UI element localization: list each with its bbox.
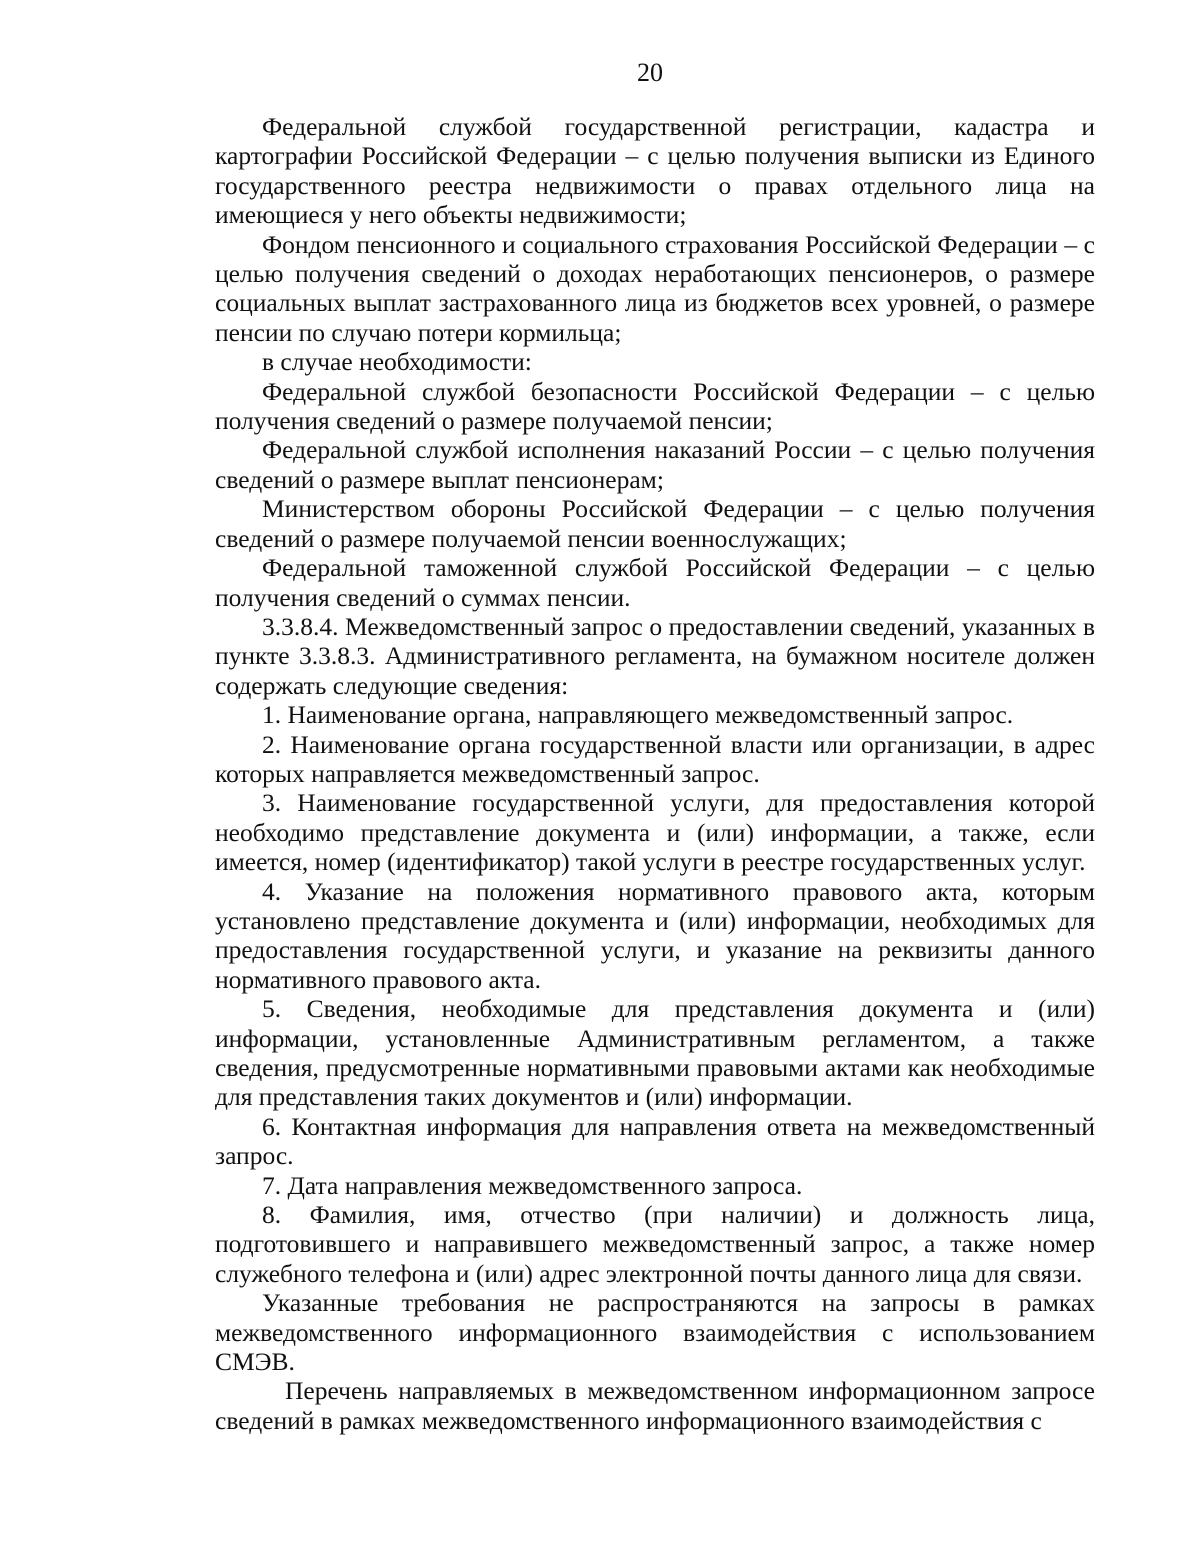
- list-item-7: 7. Дата направления межведомственного запроса.: [262, 1170, 803, 1200]
- list-item-6: 6. Контактная информация для направления ответа на межведомственный запрос.: [215, 1111, 1095, 1171]
- document-body: [215, 112, 1095, 1435]
- list-item-5: 5. Сведения, необходимые для представления документа и (или) информации, установленные Административным регламентом, а также сведения, предусмотренные нормативными правовыми актами как необходимые для представления таких документов и (или) информации.: [215, 994, 1095, 1112]
- list-item-2: 2. Наименование органа государственной власти или организации, в адрес которых направляется межведомственный запрос.: [215, 729, 1095, 788]
- paragraph-customs: Федеральной таможенной службой Российской Федерации – с целью получения сведений о суммах пенсии.: [215, 553, 1095, 612]
- paragraph-if-necessary: в случае необходимости:: [262, 347, 532, 377]
- page-number: 20: [637, 58, 663, 87]
- list-item-4: 4. Указание на положения нормативного правового акта, которым установлено представление документа и (или) информации, необходимых для предоставления государственной услуги, и указание на реквизиты данного нормативного правового акта.: [215, 876, 1095, 994]
- paragraph-ministry-defense: Министерством обороны Российской Федерации – с целью получения сведений о размере получаемой пенсии военнослужащих;: [215, 494, 1095, 553]
- list-item-8: 8. Фамилия, имя, отчество (при наличии) и должность лица, подготовившего и направившего межведомственный запрос, а также номер служебного телефона и (или) адрес электронной почты данного лица для связи.: [215, 1200, 1095, 1288]
- paragraph-fsb: Федеральной службой безопасности Российской Федерации – с целью получения сведений о размере получаемой пенсии;: [215, 376, 1095, 436]
- paragraph-section-3-3-8-4: 3.3.8.4. Межведомственный запрос о предоставлении сведений, указанных в пункте 3.3.8.3. Административного регламента, на бумажном носителе должен содержать следующие сведения:: [215, 611, 1095, 700]
- paragraph-request-list: Перечень направляемых в межведомственном информационном запросе сведений в рамках межведомственного информационного взаимодействия с: [215, 1376, 1095, 1435]
- list-item-3: 3. Наименование государственной услуги, для предоставления которой необходимо представление документа и (или) информации, а также, если имеется, номер (идентификатор) такой услуги в реестре государственных услуг.: [215, 788, 1095, 877]
- paragraph-rosreestr: Федеральной службой государственной регистрации, кадастра и картографии Российской Федерации – с целью получения выписки из Единого государственного реестра недвижимости о правах отдельного лица на имеющиеся у него объекты недвижимости;: [215, 112, 1095, 230]
- paragraph-fsin: Федеральной службой исполнения наказаний России – с целью получения сведений о размере выплат пенсионерам;: [215, 435, 1095, 494]
- list-item-1: 1. Наименование органа, направляющего межведомственный запрос.: [262, 700, 1014, 730]
- paragraph-pension-fund: Фондом пенсионного и социального страхования Российской Федерации – с целью получения сведений о доходах неработающих пенсионеров, о размере социальных выплат застрахованного лица из бюджетов всех уровней, о размере пенсии по случаю потери кормильца;: [215, 229, 1095, 347]
- paragraph-smev-exception: Указанные требования не распространяются на запросы в рамках межведомственного информационного взаимодействия с использованием СМЭВ.: [215, 1288, 1095, 1377]
